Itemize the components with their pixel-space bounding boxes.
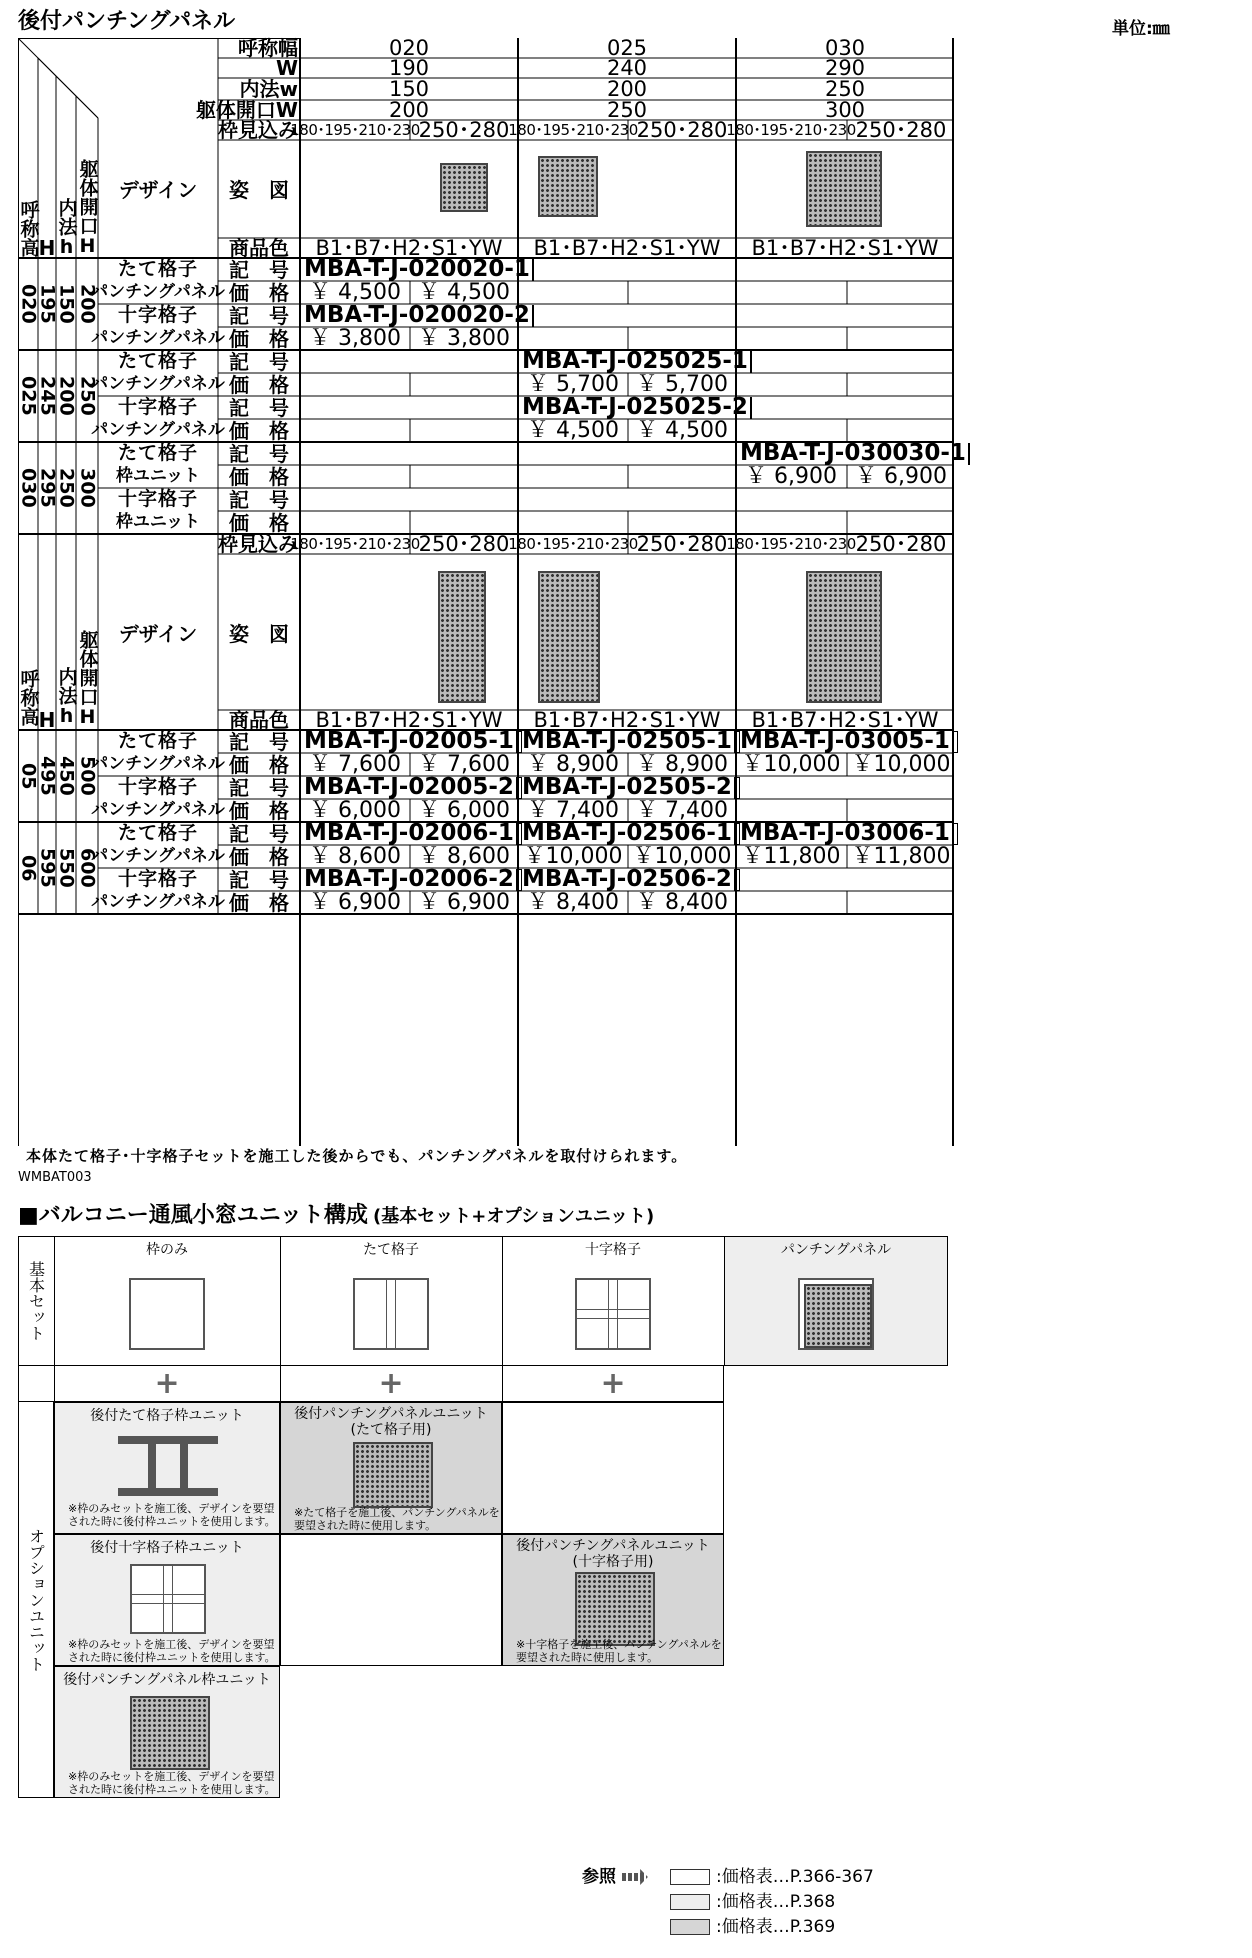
product-code-text: MBA-T-J-02505-2	[522, 774, 732, 800]
code-label: 記 号	[229, 303, 289, 328]
row-opening-H: 600	[76, 848, 99, 888]
product-code	[300, 302, 530, 328]
item-name: パンチングパネル	[91, 800, 225, 820]
opt-tate-frame-note: ※枠のみセットを施工後、デザインを要望された時に後付枠ユニットを使用します。	[68, 1502, 276, 1529]
checkbox-icon	[532, 305, 534, 327]
legend-swatch-white	[670, 1869, 710, 1885]
product-code-text: MBA-T-J-02006-1	[304, 820, 514, 846]
price-value: ￥ 6,000	[418, 797, 510, 823]
product-code-text: MBA-T-J-030030-1	[740, 440, 966, 466]
item-name: たて格子	[117, 822, 198, 844]
basic-set-label	[18, 1236, 54, 1366]
option-label-text: オプションユニット	[26, 1528, 46, 1672]
plus-icon: +	[600, 1366, 626, 1401]
frame-depth-value: 180･195･210･230	[508, 534, 638, 553]
header-value: 250	[606, 97, 648, 122]
reference-item-3	[670, 1912, 835, 1937]
item-name: 十字格子	[117, 868, 198, 890]
frame-depth-value: 180･195･210･230	[290, 534, 420, 553]
product-code-text: MBA-T-J-02006-2	[304, 866, 514, 892]
opt-punch-juji-sub: (十字格子用)	[572, 1554, 654, 1570]
code-label: 記 号	[229, 729, 289, 754]
price-value: ￥ 8,400	[527, 889, 619, 915]
product-code-text: MBA-T-J-02506-2	[522, 866, 732, 892]
checkbox-icon	[750, 397, 752, 419]
unit-label: 単位:㎜	[1112, 19, 1170, 39]
price-label: 価 格	[229, 844, 289, 869]
price-value: ￥ 4,500	[309, 279, 401, 305]
item-name: 十字格子	[117, 776, 198, 798]
price-value: ￥ 6,900	[309, 889, 401, 915]
punching-panel-figure-030-tall	[806, 571, 882, 703]
section2-title-text: ■バルコニー通風小窓ユニット構成	[18, 1203, 368, 1228]
price-value: ￥10,000	[741, 751, 841, 777]
row-nominal-height: 05	[17, 762, 40, 790]
reference-text: :価格表…P.369	[716, 1917, 836, 1937]
product-code	[518, 394, 748, 420]
price-value: ￥10,000	[523, 843, 623, 869]
basic-set-title: 十字格子	[585, 1242, 641, 1258]
checkbox-icon	[952, 731, 958, 753]
color-value: B1･B7･H2･S1･YW	[315, 707, 503, 732]
code-label: 記 号	[229, 441, 289, 466]
product-code-text: MBA-T-J-02005-1	[304, 728, 514, 754]
item-name: パンチングパネル	[91, 374, 225, 394]
header-value: 290	[824, 55, 866, 80]
product-code	[300, 256, 530, 282]
price-value: ￥ 4,500	[636, 417, 728, 443]
header-label: 呼称幅	[238, 36, 298, 60]
code-label: 記 号	[229, 775, 289, 800]
color-label: 商品色	[229, 708, 289, 732]
header-value: 150	[388, 76, 430, 101]
frame-depth-value: 250･280	[418, 117, 510, 142]
price-value: ￥ 7,600	[309, 751, 401, 777]
row-inner-h: 250	[55, 468, 78, 508]
reference-text: :価格表…P.366-367	[716, 1867, 874, 1887]
product-code	[736, 440, 966, 466]
checkbox-icon	[750, 351, 752, 373]
reference-label: 参照	[582, 1867, 616, 1887]
price-value: ￥ 3,800	[418, 325, 510, 351]
figure-label: 姿 図	[229, 177, 289, 202]
legend-swatch-lightgray	[670, 1894, 710, 1910]
frame-depth-value: 180･195･210･230	[726, 120, 856, 139]
page-title: 後付パンチングパネル	[18, 9, 236, 34]
price-label: 価 格	[229, 752, 289, 777]
design-label: デザイン	[118, 177, 198, 202]
product-code-text: MBA-T-J-02506-1	[522, 820, 732, 846]
product-code	[736, 822, 958, 845]
row-inner-h: 200	[55, 376, 78, 416]
arrow-icon	[622, 1869, 648, 1885]
opt-punch-juji-title: 後付パンチングパネルユニット	[516, 1538, 710, 1554]
price-label: 価 格	[229, 464, 289, 489]
price-value: ￥11,800	[741, 843, 841, 869]
color-value: B1･B7･H2･S1･YW	[533, 707, 721, 732]
frame-depth-value: 250･280	[636, 531, 728, 556]
plus-icon: +	[378, 1366, 404, 1401]
unit-composition	[18, 1236, 1188, 1956]
item-name: 十字格子	[117, 304, 198, 326]
color-value: B1･B7･H2･S1･YW	[533, 235, 721, 260]
code-label: 記 号	[229, 349, 289, 374]
opt-punch-juji-note: ※十字格子を施工後、パンチングパネルを要望された時に使用します。	[516, 1638, 722, 1665]
header-label: 内法w	[239, 77, 298, 101]
product-code	[300, 868, 522, 891]
row-H: 245	[36, 376, 59, 416]
price-value: ￥ 5,700	[636, 371, 728, 397]
price-value: ￥ 7,400	[527, 797, 619, 823]
punching-panel-figure-025-tall	[538, 571, 600, 703]
opt-empty-box	[502, 1402, 724, 1534]
opt-tate-frame-top	[118, 1436, 218, 1444]
product-code	[518, 730, 740, 753]
basic-set-label-text: 基本セット	[26, 1261, 46, 1341]
header-value: 300	[824, 97, 866, 122]
opt-juji-frame-title: 後付十字格子枠ユニット	[90, 1540, 244, 1556]
opening-H-label: 躯体開口H	[76, 159, 99, 257]
product-code-text: MBA-T-J-020020-1	[304, 256, 530, 282]
price-label: 価 格	[229, 798, 289, 823]
product-code-text: MBA-T-J-02005-2	[304, 774, 514, 800]
product-code-text: MBA-T-J-02505-1	[522, 728, 732, 754]
col-divider	[280, 1366, 281, 1402]
reference-item-2	[670, 1887, 835, 1912]
item-name: たて格子	[117, 350, 198, 372]
section2-subtitle: (基本セット+オプションユニット)	[373, 1206, 655, 1227]
code-label: 記 号	[229, 257, 289, 282]
item-name: パンチングパネル	[91, 892, 225, 912]
header-label: W	[275, 56, 298, 80]
frame-depth-value: 250･280	[636, 117, 728, 142]
header-label: 躯体開口W	[195, 98, 298, 122]
opening-H-label: 躯体開口H	[76, 630, 99, 728]
opt-punch-juji-figure	[575, 1572, 655, 1646]
punching-panel-figure-020-tall	[438, 571, 486, 703]
color-value: B1･B7･H2･S1･YW	[751, 235, 939, 260]
frame-depth-value: 180･195･210･230	[290, 120, 420, 139]
opt-juji-frame-figure-bar-h	[130, 1594, 206, 1604]
row-inner-h: 150	[55, 284, 78, 324]
opt-punch-frame-figure	[130, 1696, 210, 1770]
price-value: ￥ 7,600	[418, 751, 510, 777]
basic-set-figure-mesh-mesh	[804, 1284, 872, 1348]
item-name: 十字格子	[117, 488, 198, 510]
price-value: ￥ 6,000	[309, 797, 401, 823]
row-opening-H: 300	[76, 468, 99, 508]
price-value: ￥11,800	[851, 843, 951, 869]
product-code	[736, 730, 958, 753]
price-label: 価 格	[229, 890, 289, 915]
product-code-text: MBA-T-J-025025-1	[522, 348, 748, 374]
price-label: 価 格	[229, 280, 289, 305]
item-name: 枠ユニット	[115, 466, 201, 486]
row-inner-h: 450	[55, 756, 78, 796]
item-name: パンチングパネル	[91, 420, 225, 440]
price-label: 価 格	[229, 326, 289, 351]
item-name: パンチングパネル	[91, 282, 225, 302]
color-label: 商品色	[229, 236, 289, 260]
price-table	[17, 35, 1193, 1146]
price-value: ￥10,000	[632, 843, 732, 869]
row-opening-H: 200	[76, 284, 99, 324]
price-label: 価 格	[229, 418, 289, 443]
item-name: たて格子	[117, 258, 198, 280]
inner-h-label: 内法h	[55, 198, 78, 258]
header-label: 枠見込み	[218, 532, 298, 556]
reference-item-1	[670, 1862, 874, 1887]
checkbox-icon	[952, 823, 958, 845]
header-value: 200	[606, 76, 648, 101]
header-value: 025	[606, 35, 648, 60]
row-opening-H: 500	[76, 756, 99, 796]
frame-depth-value: 250･280	[418, 531, 510, 556]
price-value: ￥ 8,400	[636, 889, 728, 915]
price-value: ￥ 6,900	[855, 463, 947, 489]
opt-empty-box-2	[280, 1534, 502, 1666]
item-name: たて格子	[117, 730, 198, 752]
price-label: 価 格	[229, 372, 289, 397]
item-name: パンチングパネル	[91, 328, 225, 348]
price-value: ￥ 6,900	[418, 889, 510, 915]
price-value: ￥ 4,500	[527, 417, 619, 443]
row-nominal-height: 06	[17, 854, 40, 882]
figure-label: 姿 図	[229, 621, 289, 646]
row-nominal-height: 030	[17, 468, 40, 508]
opt-tate-frame-title: 後付たて格子枠ユニット	[90, 1408, 244, 1424]
row-opening-H: 250	[76, 376, 99, 416]
option-label	[18, 1402, 54, 1798]
item-name: 十字格子	[117, 396, 198, 418]
document-code: WMBAT003	[18, 1170, 92, 1185]
product-code-text: MBA-T-J-03006-1	[740, 820, 950, 846]
checkbox-icon	[532, 259, 534, 281]
price-value: ￥10,000	[851, 751, 951, 777]
product-code	[518, 822, 740, 845]
header-value: 200	[388, 97, 430, 122]
frame-depth-value: 250･280	[855, 531, 947, 556]
product-code-text: MBA-T-J-025025-2	[522, 394, 748, 420]
opt-punch-frame-note: ※枠のみセットを施工後、デザインを要望された時に後付枠ユニットを使用します。	[68, 1770, 276, 1797]
item-name: パンチングパネル	[91, 846, 225, 866]
reference-label-wrap	[582, 1862, 648, 1887]
header-value: 020	[388, 35, 430, 60]
opt-tate-frame-bottom	[118, 1488, 218, 1496]
row-nominal-height: 025	[17, 376, 40, 416]
grid-line	[38, 58, 98, 118]
price-value: ￥ 4,500	[418, 279, 510, 305]
footnote: 本体たて格子･十字格子セットを施工した後からでも、パンチングパネルを取付けられます。	[26, 1147, 688, 1165]
row-H: 495	[36, 756, 59, 796]
header-value: 250	[824, 76, 866, 101]
col-divider	[54, 1366, 55, 1402]
punching-panel-figure-020	[440, 163, 488, 212]
row-nominal-height: 020	[17, 284, 40, 324]
nominal-height-label: 呼称高	[17, 199, 40, 257]
product-code	[518, 776, 740, 799]
product-code	[300, 730, 522, 753]
product-code	[518, 868, 740, 891]
opt-punch-tate-note: ※たて格子を施工後、パンチングパネルを要望された時に使用します。	[294, 1506, 500, 1533]
row-H: 595	[36, 848, 59, 888]
opt-punch-tate-title: 後付パンチングパネルユニット	[294, 1406, 488, 1422]
color-value: B1･B7･H2･S1･YW	[751, 707, 939, 732]
item-name: たて格子	[117, 442, 198, 464]
item-name: パンチングパネル	[91, 754, 225, 774]
opt-punch-tate-figure	[353, 1442, 433, 1508]
opt-tate-frame-figure	[148, 1436, 188, 1496]
header-label: 枠見込み	[218, 118, 298, 142]
basic-set-title: パンチングパネル	[780, 1242, 892, 1258]
code-label: 記 号	[229, 867, 289, 892]
plus-icon: +	[154, 1366, 180, 1401]
price-value: ￥ 7,400	[636, 797, 728, 823]
basic-set-figure-tate-bar	[386, 1278, 396, 1350]
H-label: H	[38, 708, 56, 732]
product-code-text: MBA-T-J-03005-1	[740, 728, 950, 754]
product-code	[518, 348, 748, 374]
nominal-height-label: 呼称高	[17, 668, 40, 726]
price-value: ￥ 8,900	[636, 751, 728, 777]
code-label: 記 号	[229, 487, 289, 512]
header-value: 190	[388, 55, 430, 80]
product-code-text: MBA-T-J-020020-2	[304, 302, 530, 328]
price-value: ￥ 8,600	[309, 843, 401, 869]
inner-h-label: 内法h	[55, 667, 78, 727]
frame-depth-value: 180･195･210･230	[726, 534, 856, 553]
opt-punch-frame-title: 後付パンチングパネル枠ユニット	[63, 1672, 271, 1688]
price-value: ￥ 8,900	[527, 751, 619, 777]
product-code	[300, 776, 522, 799]
price-value: ￥ 8,600	[418, 843, 510, 869]
basic-set-figure-frame	[129, 1278, 205, 1350]
col-divider	[502, 1366, 503, 1402]
basic-set-title: 枠のみ	[146, 1242, 188, 1258]
legend-swatch-gray	[670, 1919, 710, 1935]
row-H: 295	[36, 468, 59, 508]
checkbox-icon	[734, 777, 740, 799]
opt-juji-frame-note: ※枠のみセットを施工後、デザインを要望された時に後付枠ユニットを使用します。	[68, 1638, 276, 1665]
row-inner-h: 550	[55, 848, 78, 888]
price-value: ￥ 5,700	[527, 371, 619, 397]
product-code	[300, 822, 522, 845]
H-label: H	[38, 236, 56, 260]
item-name: 枠ユニット	[115, 512, 201, 532]
code-label: 記 号	[229, 395, 289, 420]
section2-title	[18, 1198, 654, 1229]
price-value: ￥ 6,900	[745, 463, 837, 489]
frame-depth-value: 180･195･210･230	[508, 120, 638, 139]
frame-depth-value: 250･280	[855, 117, 947, 142]
design-label: デザイン	[118, 621, 198, 646]
opt-punch-tate-sub: (たて格子用)	[350, 1422, 432, 1438]
checkbox-icon	[968, 443, 970, 465]
reference-text: :価格表…P.368	[716, 1892, 836, 1912]
price-label: 価 格	[229, 510, 289, 535]
punching-panel-figure-025	[538, 156, 598, 217]
header-value: 240	[606, 55, 648, 80]
basic-set-figure-juji-bar-h	[575, 1309, 651, 1319]
color-value: B1･B7･H2･S1･YW	[315, 235, 503, 260]
price-value: ￥ 3,800	[309, 325, 401, 351]
checkbox-icon	[734, 869, 740, 891]
punching-panel-figure-030	[806, 151, 882, 227]
basic-set-title: たて格子	[363, 1242, 419, 1258]
row-H: 195	[36, 284, 59, 324]
code-label: 記 号	[229, 821, 289, 846]
header-value: 030	[824, 35, 866, 60]
